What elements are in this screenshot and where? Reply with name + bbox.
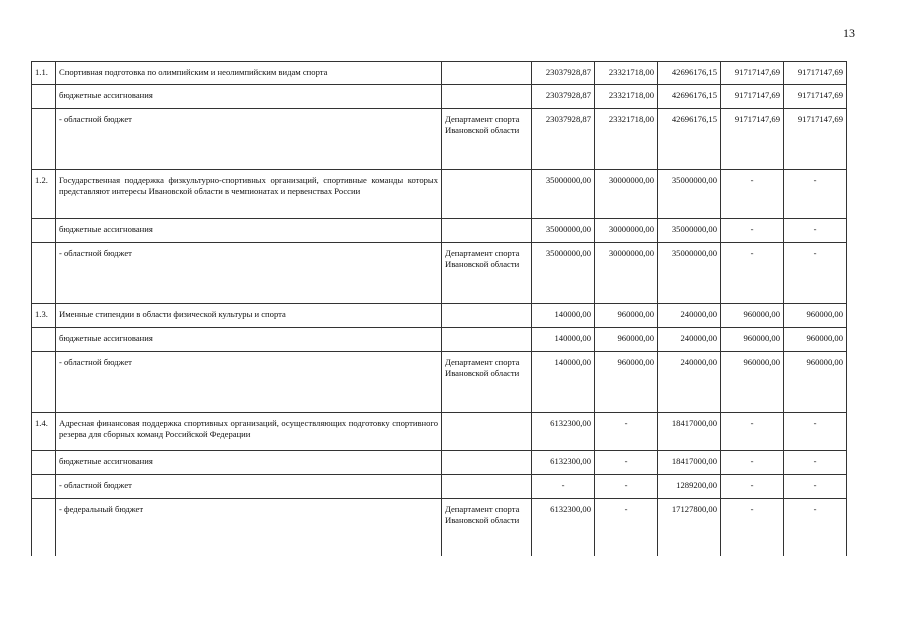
value-cell: 35000000,00 [532, 170, 595, 219]
table-row [32, 219, 847, 243]
table-row [32, 352, 847, 413]
row-name: - областной бюджет [56, 243, 442, 304]
value-cell: - [595, 451, 658, 475]
value-cell: 42696176,15 [658, 62, 721, 85]
table-row [32, 170, 847, 219]
row-department: Департамент спорта Ивановской области [442, 352, 532, 413]
value-cell: 6132300,00 [532, 451, 595, 475]
value-cell: 960000,00 [721, 352, 784, 413]
value-cell: 240000,00 [658, 328, 721, 352]
table-row [32, 304, 847, 328]
row-name: - областной бюджет [56, 109, 442, 170]
row-code [32, 219, 56, 243]
row-department: Департамент спорта Ивановской области [442, 499, 532, 556]
row-department [442, 62, 532, 85]
value-cell: - [595, 475, 658, 499]
value-cell: - [595, 413, 658, 451]
value-cell: 18417000,00 [658, 451, 721, 475]
row-code [32, 85, 56, 109]
value-cell: 91717147,69 [784, 85, 847, 109]
value-cell: 140000,00 [532, 304, 595, 328]
value-cell: - [784, 451, 847, 475]
table-row [32, 475, 847, 499]
row-name: бюджетные ассигнования [56, 451, 442, 475]
value-cell: - [784, 243, 847, 304]
value-cell: 91717147,69 [784, 109, 847, 170]
row-department: Департамент спорта Ивановской области [442, 243, 532, 304]
value-cell: 35000000,00 [532, 219, 595, 243]
value-cell: - [721, 219, 784, 243]
value-cell: - [721, 413, 784, 451]
row-code [32, 499, 56, 556]
value-cell: 35000000,00 [658, 219, 721, 243]
value-cell: 960000,00 [721, 304, 784, 328]
value-cell: 91717147,69 [784, 62, 847, 85]
value-cell: 140000,00 [532, 328, 595, 352]
row-department [442, 85, 532, 109]
value-cell: 23321718,00 [595, 62, 658, 85]
value-cell: - [721, 243, 784, 304]
row-name: - федеральный бюджет [56, 499, 442, 556]
table-row [32, 85, 847, 109]
table-row [32, 451, 847, 475]
value-cell: 42696176,15 [658, 109, 721, 170]
row-department [442, 219, 532, 243]
table-row [32, 413, 847, 451]
row-department [442, 413, 532, 451]
table-row [32, 62, 847, 85]
value-cell: 17127800,00 [658, 499, 721, 556]
value-cell: 91717147,69 [721, 62, 784, 85]
row-department [442, 304, 532, 328]
row-code [32, 243, 56, 304]
row-name: бюджетные ассигнования [56, 219, 442, 243]
row-department [442, 475, 532, 499]
value-cell: 18417000,00 [658, 413, 721, 451]
value-cell: - [721, 499, 784, 556]
table-row [32, 243, 847, 304]
row-name: - областной бюджет [56, 352, 442, 413]
value-cell: - [784, 475, 847, 499]
row-code [32, 352, 56, 413]
value-cell: 30000000,00 [595, 219, 658, 243]
value-cell: - [784, 413, 847, 451]
value-cell: 960000,00 [595, 352, 658, 413]
value-cell: 960000,00 [784, 304, 847, 328]
value-cell: - [784, 499, 847, 556]
page-number: 13 [843, 26, 855, 40]
row-name: Спортивная подготовка по олимпийским и неолимпийским видам спорта [56, 62, 442, 85]
value-cell: - [721, 451, 784, 475]
value-cell: - [721, 475, 784, 499]
value-cell: - [595, 499, 658, 556]
value-cell: 23321718,00 [595, 85, 658, 109]
value-cell: 91717147,69 [721, 109, 784, 170]
value-cell: 23321718,00 [595, 109, 658, 170]
row-name: бюджетные ассигнования [56, 328, 442, 352]
value-cell: 30000000,00 [595, 170, 658, 219]
row-code: 1.4. [32, 413, 56, 451]
value-cell: 6132300,00 [532, 413, 595, 451]
value-cell: - [784, 219, 847, 243]
table-row [32, 109, 847, 170]
value-cell: 35000000,00 [658, 170, 721, 219]
row-department [442, 451, 532, 475]
value-cell: 960000,00 [721, 328, 784, 352]
value-cell: 960000,00 [595, 328, 658, 352]
row-code [32, 109, 56, 170]
row-name: Государственная поддержка физкультурно-спортивных организаций, спортивные команды которых представляют интересы Ивановской области в чемпионатах и первенствах России [56, 170, 442, 219]
value-cell: 91717147,69 [721, 85, 784, 109]
value-cell: 30000000,00 [595, 243, 658, 304]
row-code: 1.3. [32, 304, 56, 328]
row-code: 1.1. [32, 62, 56, 85]
value-cell: 23037928,87 [532, 62, 595, 85]
value-cell: - [532, 475, 595, 499]
value-cell: 6132300,00 [532, 499, 595, 556]
value-cell: 42696176,15 [658, 85, 721, 109]
row-name: - областной бюджет [56, 475, 442, 499]
row-name: Адресная финансовая поддержка спортивных организаций, осуществляющих подготовку спортивного резерва для сборных команд Российской Федерации [56, 413, 442, 451]
value-cell: - [784, 170, 847, 219]
value-cell: 960000,00 [784, 352, 847, 413]
row-code [32, 475, 56, 499]
row-department [442, 328, 532, 352]
value-cell: 240000,00 [658, 352, 721, 413]
row-name: Именные стипендии в области физической культуры и спорта [56, 304, 442, 328]
table-row [32, 328, 847, 352]
budget-table [31, 61, 847, 556]
row-department [442, 170, 532, 219]
row-name: бюджетные ассигнования [56, 85, 442, 109]
value-cell: 960000,00 [784, 328, 847, 352]
value-cell: 140000,00 [532, 352, 595, 413]
value-cell: 240000,00 [658, 304, 721, 328]
value-cell: - [721, 170, 784, 219]
row-code [32, 451, 56, 475]
row-code: 1.2. [32, 170, 56, 219]
row-code [32, 328, 56, 352]
value-cell: 1289200,00 [658, 475, 721, 499]
row-department: Департамент спорта Ивановской области [442, 109, 532, 170]
table-row [32, 499, 847, 556]
value-cell: 35000000,00 [532, 243, 595, 304]
value-cell: 23037928,87 [532, 85, 595, 109]
value-cell: 35000000,00 [658, 243, 721, 304]
value-cell: 960000,00 [595, 304, 658, 328]
value-cell: 23037928,87 [532, 109, 595, 170]
